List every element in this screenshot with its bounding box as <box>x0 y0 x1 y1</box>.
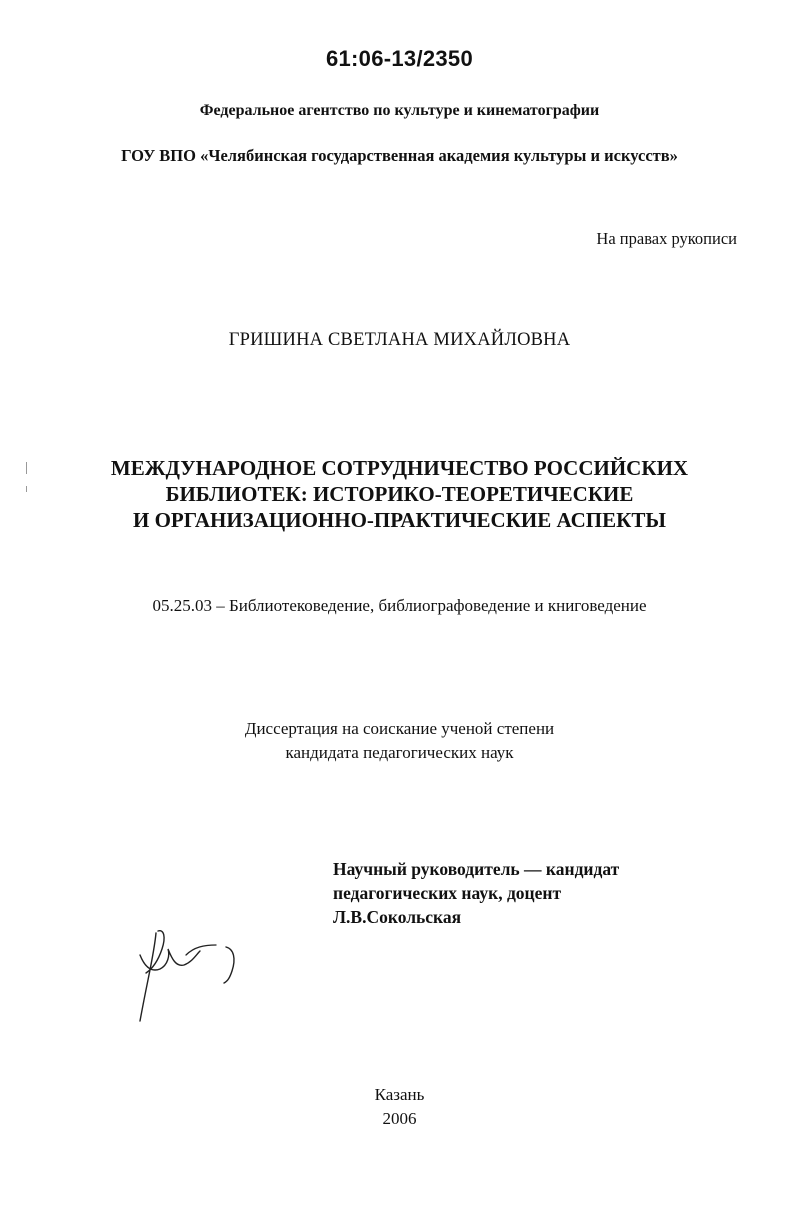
year: 2006 <box>382 1109 417 1128</box>
manuscript-note: На правах рукописи <box>596 229 737 248</box>
academy-name: ГОУ ВПО «Челябинская государственная академия культуры и искусств» <box>121 146 678 165</box>
city-year <box>0 1083 799 1131</box>
title-line: БИБЛИОТЕК: ИСТОРИКО-ТЕОРЕТИЧЕСКИЕ <box>165 482 634 506</box>
supervisor-line: Научный руководитель — кандидат <box>333 859 620 879</box>
title-line: И ОРГАНИЗАЦИОННО-ПРАКТИЧЕСКИЕ АСПЕКТЫ <box>133 508 666 532</box>
degree-line: Диссертация на соискание ученой степени <box>244 719 555 738</box>
specialty-code: 05.25.03 – Библиотековедение, библиографоведение и книговедение <box>152 596 647 615</box>
supervisor-name: Л.В.Сокольская <box>333 907 462 927</box>
handwritten-signature-icon <box>128 925 250 1025</box>
supervisor-line: педагогических наук, доцент <box>333 883 562 903</box>
archive-code: 61:06-13/2350 <box>325 46 474 71</box>
degree-statement <box>0 717 799 765</box>
supervisor-block <box>333 857 619 929</box>
degree-line: кандидата педагогических наук <box>285 743 514 762</box>
city: Казань <box>374 1085 425 1104</box>
agency-name: Федеральное агентство по культуре и кинематографии <box>199 102 600 119</box>
dissertation-title <box>0 455 799 533</box>
signature-svg <box>128 925 250 1025</box>
author-name: ГРИШИНА СВЕТЛАНА МИХАЙЛОВНА <box>228 330 571 350</box>
title-line: МЕЖДУНАРОДНОЕ СОТРУДНИЧЕСТВО РОССИЙСКИХ <box>110 456 689 480</box>
